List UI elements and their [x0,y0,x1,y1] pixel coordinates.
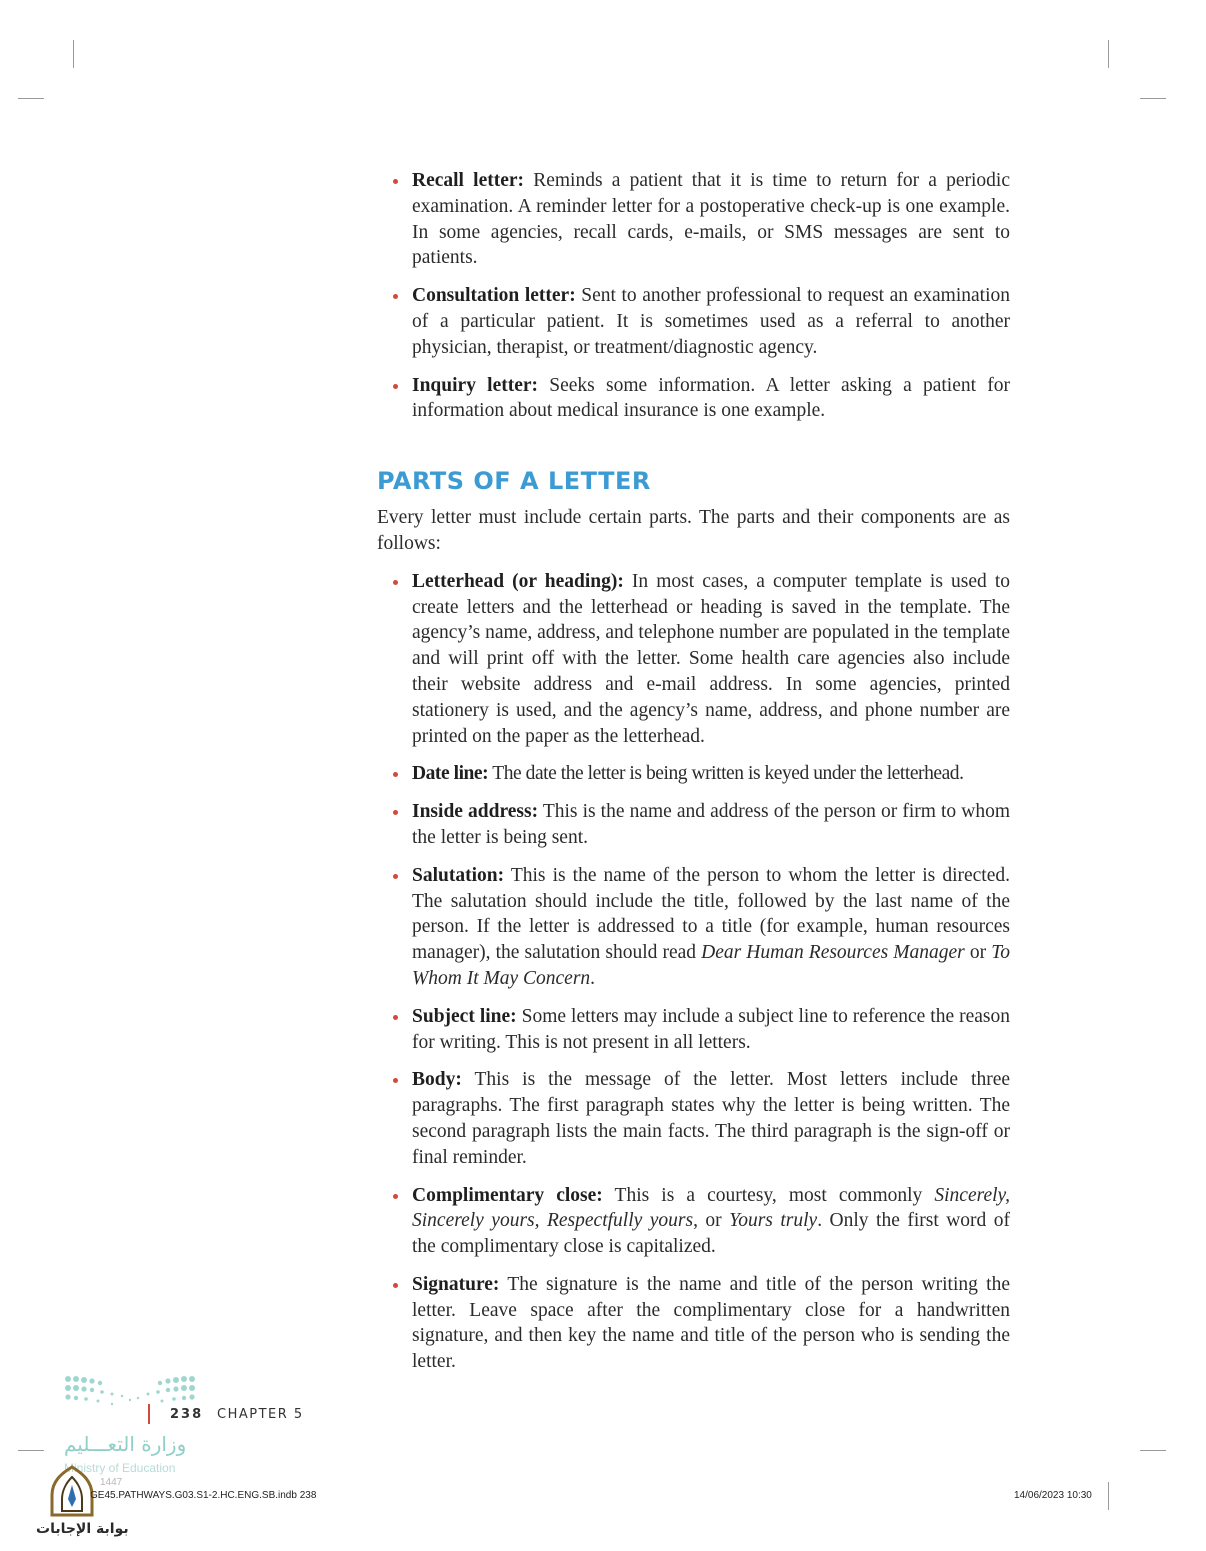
item-term: Letterhead (or heading): [412,570,624,592]
item-emphasis: Sincerely, Sincerely yours, Respectfully yours [412,1184,1010,1232]
item-term: Date line: [412,763,489,785]
bullet-icon [393,874,398,879]
bullet-icon [393,179,398,184]
list-item [377,168,1010,271]
crop-mark [18,1450,44,1451]
ministry-name-arabic: وزارة التعـــليم [64,1432,187,1456]
list-item [377,1183,1010,1260]
item-text: In most cases, a computer template is used to create letters and the letterhead or heading is saved in the template. The agency’s name, address, and telephone number are populated in the template and will print off with the letter. Some health care agencies also include their website address and e-mail address. In some agencies, printed stationery is used, and the agency’s name, address, and phone number are printed on the paper as the letterhead. [412,570,1010,747]
page-number-divider [148,1404,150,1424]
ministry-year: 1447 [100,1477,123,1488]
list-item [377,1004,1010,1056]
item-term: Consultation letter: [412,285,576,307]
item-text: Sent to another professional to request an examination of a particular patient. It is sometimes used as a referral to another physician, therapist, or treatment/diagnostic agency. [412,285,1010,358]
item-term: Signature: [412,1273,500,1295]
item-text: This is the message of the letter. Most letters include three paragraphs. The first paragraph states why the letter is being written. The second paragraph lists the main facts. The third paragraph is the sign-off or final reminder. [412,1069,1010,1168]
bullet-icon [393,810,398,815]
bullet-icon [393,1194,398,1199]
item-text: , or [693,1210,730,1232]
watermark-pen-icon [48,1465,96,1519]
item-text: . [590,967,596,989]
intro-paragraph: Every letter must include certain parts. The parts and their components are as follows: [377,507,1010,554]
item-text: This is a courtesy, most commonly [602,1184,935,1206]
bullet-icon [393,1283,398,1288]
ministry-name-english: Ministry of Education [64,1461,176,1475]
list-item [377,373,1010,425]
letter-types-list [377,168,1010,424]
bullet-icon [393,384,398,389]
item-term: Salutation: [412,864,505,886]
item-text: This is the name of the person to whom the letter is directed. The salutation should include the title, followed by the last name of the person. If the letter is addressed to a title (for example, human resources manager), the salutation should read [412,864,1010,964]
bullet-icon [393,1078,398,1083]
list-item [377,283,1010,360]
bullet-icon [393,294,398,299]
page-number: 238 [170,1407,204,1422]
list-item [377,1067,1010,1170]
item-text: . Only the first word of the complimentary close is capitalized. [412,1210,1011,1258]
chapter-label: CHAPTER 5 [217,1407,304,1422]
list-item [377,569,1010,750]
list-item [377,799,1010,851]
crop-mark [1140,1450,1166,1451]
item-text: or [964,942,992,964]
crop-mark [1108,40,1109,68]
page-content [377,168,1010,1387]
crop-mark [18,98,44,99]
item-term: Inside address: [412,801,539,823]
crop-mark [1108,1482,1109,1510]
item-emphasis: Yours truly [729,1210,818,1232]
item-text: Seeks some information. A letter asking a patient for information about medical insurance is one example. [412,374,1011,422]
item-text: Reminds a patient that it is time to return for a periodic examination. A reminder letter for a postoperative check-up is one example. In some agencies, recall cards, e-mails, or SMS messages are sent to patients. [412,170,1010,269]
item-term: Body: [412,1069,462,1091]
crop-mark [1140,98,1166,99]
item-text: The signature is the name and title of the person writing the letter. Leave space after the complimentary close for a handwritten signature, and then key the name and title of the person who is sending the letter. [412,1273,1010,1373]
list-item [377,863,1010,992]
print-slug: GE45.PATHWAYS.G03.S1-2.HC.ENG.SB.indb 238 [90,1490,317,1501]
watermark-text: بوابة الإجابات [36,1521,129,1537]
list-item [377,1272,1010,1375]
bullet-icon [393,772,398,777]
item-term: Recall letter: [412,170,525,191]
item-emphasis: Dear Human Resources Manager [701,942,965,964]
list-item [377,761,1010,787]
bullet-icon [393,580,398,585]
letter-parts-list [377,569,1010,1375]
section-heading: PARTS OF A LETTER [377,467,651,496]
item-text: The date the letter is being written is keyed under the letterhead. [488,763,964,785]
item-term: Inquiry letter: [412,374,539,396]
item-term: Subject line: [412,1005,517,1027]
item-text: Some letters may include a subject line to reference the reason for writing. This is not present in all letters. [412,1005,1010,1053]
item-text: This is the name and address of the person or firm to whom the letter is being sent. [412,801,1010,848]
bullet-icon [393,1015,398,1020]
crop-mark [73,40,74,68]
item-emphasis: To Whom It May Concern [412,942,1011,989]
item-term: Complimentary close: [412,1184,603,1206]
print-date: 14/06/2023 10:30 [1014,1490,1092,1501]
